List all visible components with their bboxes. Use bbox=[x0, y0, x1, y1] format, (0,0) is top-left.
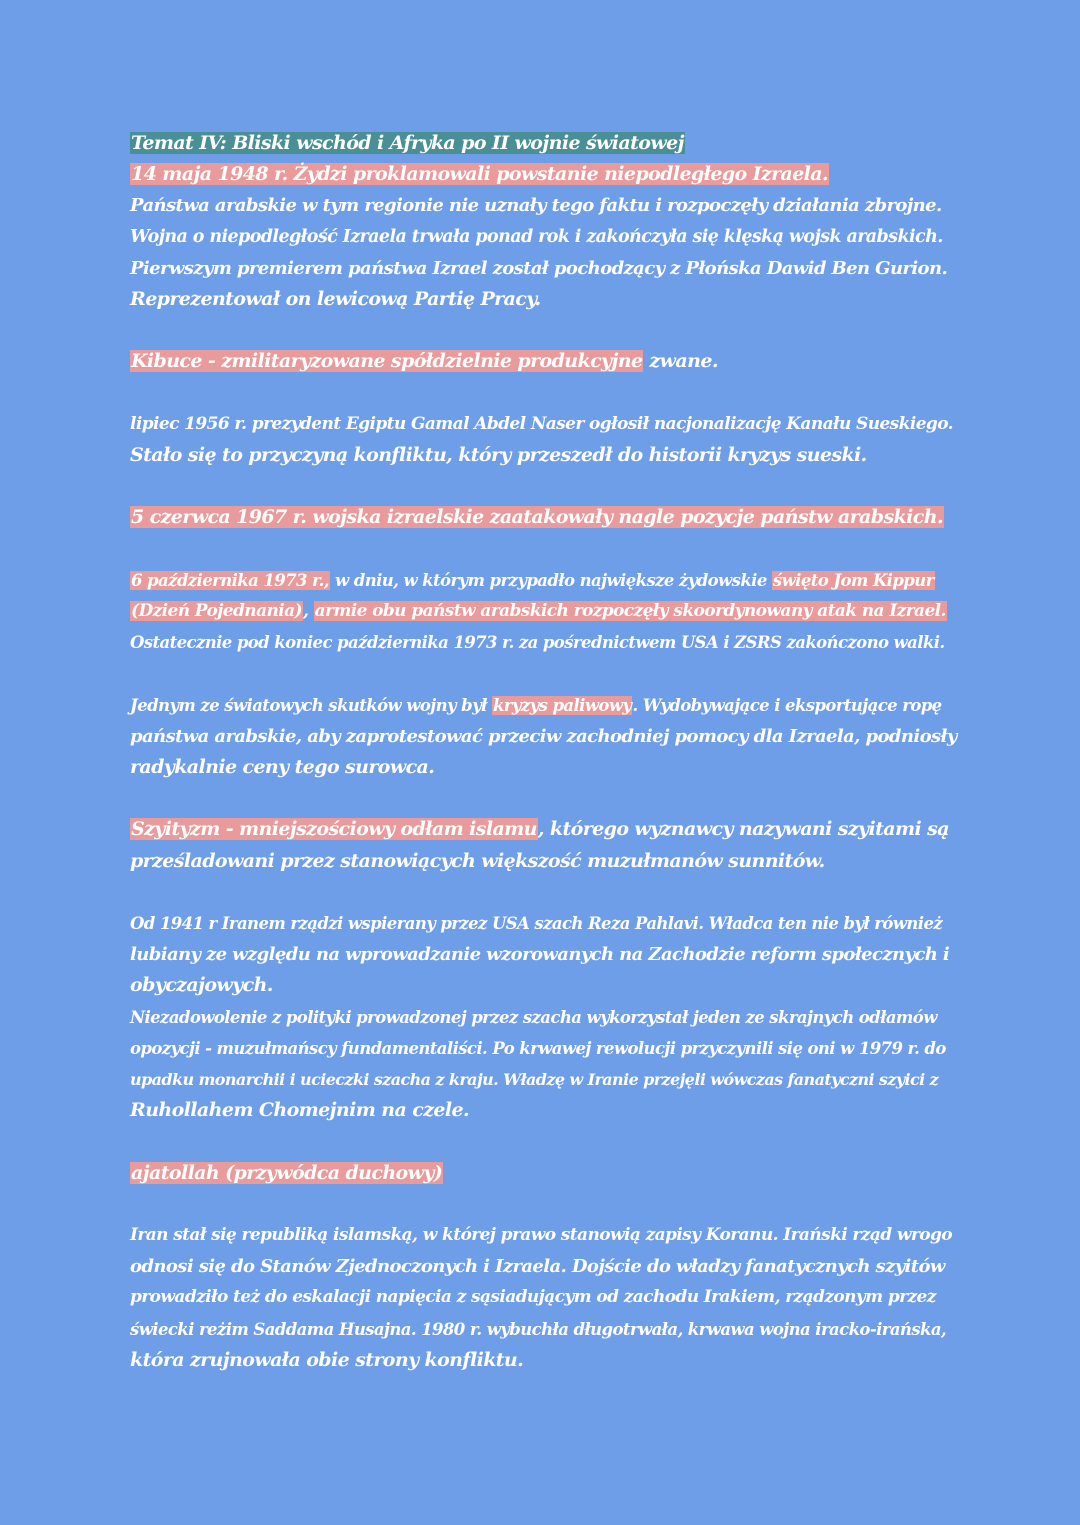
yom-kippur-date-highlight: 6 października 1973 r., bbox=[131, 570, 329, 590]
text-span: w dniu, w którym przypadło największe żydowskie bbox=[329, 570, 772, 590]
text-line: Stało się to przyczyną konfliktu, który przeszedł do historii kryzys sueski. bbox=[130, 444, 867, 466]
text-span: Jednym ze światowych skutków wojny był bbox=[130, 695, 492, 715]
oil-crisis-highlight: kryzys paliwowy bbox=[492, 695, 632, 715]
ayatollah-highlight: ajatollah (przywódca duchowy) bbox=[131, 1161, 443, 1184]
israel-date-line bbox=[130, 159, 960, 190]
yom-kippur-holiday-highlight: święto Jom Kippur bbox=[772, 570, 934, 590]
israel-independence-highlight: 14 maja 1948 r. Żydzi proklamowali powstanie niepodległego Izraela. bbox=[131, 163, 829, 186]
shia-highlight: Szyityzm - mniejszościowy odłam islamu bbox=[131, 818, 537, 841]
text-line: Niezadowolenie z polityki prowadzonej przez szacha wykorzystał jeden ze skrajnych odłamów bbox=[130, 1007, 937, 1027]
text-span: , bbox=[302, 600, 314, 621]
text-line: państwa arabskie, aby zaprotestować przeciw zachodniej pomocy dla Izraela, podniosły bbox=[130, 725, 957, 747]
text-line: odnosi się do Stanów Zjednoczonych i Izraela. Dojście do władzy fanatycznych szyitów bbox=[130, 1256, 945, 1278]
spacer bbox=[130, 783, 960, 814]
spacer bbox=[130, 877, 960, 908]
text-line: Reprezentował on lewicową Partię Pracy. bbox=[130, 288, 541, 311]
text-line: radykalnie ceny tego surowca. bbox=[130, 755, 435, 778]
kibuce-rest: zwane. bbox=[643, 350, 718, 373]
text-line: upadku monarchii i ucieczki szacha z kraju. Władzę w Iranie przejęli wówczas fanatyczni szyici z bbox=[130, 1069, 939, 1089]
coordinated-attack-highlight: armie obu państw arabskich rozpoczęły skoordynowany atak na Izrael. bbox=[314, 600, 946, 621]
text-line: obyczajowych. bbox=[130, 974, 273, 997]
spacer bbox=[130, 534, 960, 565]
text-span: . Wydobywające i eksportujące ropę bbox=[632, 695, 942, 715]
text-line: opozycji - muzułmańscy fundamentaliści. Po krwawej rewolucji przyczynili się oni w 1979 r. do bbox=[130, 1038, 946, 1058]
text-line: Ruhollahem Chomejnim na czele. bbox=[130, 1099, 469, 1122]
spacer bbox=[130, 1189, 960, 1220]
notes-page bbox=[130, 128, 960, 1376]
text-line: prowadziło też do eskalacji napięcia z sąsiadującym od zachodu Irakiem, rządzonym przez bbox=[130, 1287, 936, 1308]
spacer bbox=[130, 658, 960, 689]
text-line: Iran stał się republiką islamską, w której prawo stanowią zapisy Koranu. Irański rząd wrogo bbox=[130, 1224, 953, 1245]
text-line: która zrujnowała obie strony konfliktu. bbox=[130, 1348, 524, 1371]
text-line: prześladowani przez stanowiących większość muzułmanów sunnitów. bbox=[130, 849, 825, 872]
kibuce-line bbox=[130, 346, 960, 377]
kibuce-highlight: Kibuce - zmilitaryzowane spółdzielnie produkcyjne bbox=[131, 350, 643, 373]
text-line: Od 1941 r Iranem rządzi wspierany przez USA szach Reza Pahlavi. Władca ten nie był również bbox=[130, 913, 943, 933]
ayatollah-line bbox=[130, 1158, 960, 1189]
text-line: Pierwszym premierem państwa Izrael został pochodzący z Płońska Dawid Ben Gurion. bbox=[130, 257, 948, 279]
text-line: Ostatecznie pod koniec października 1973 r. za pośrednictwem USA i ZSRS zakończono walki. bbox=[130, 633, 945, 653]
text-span: , którego wyznawcy nazywani szyitami są bbox=[537, 818, 949, 841]
shia-line-1 bbox=[130, 814, 960, 845]
text-line: lipiec 1956 r. prezydent Egiptu Gamal Abdel Naser ogłosił nacjonalizację Kanału Sueskiego. bbox=[130, 413, 953, 434]
day-of-atonement-highlight: (Dzień Pojednania) bbox=[131, 600, 302, 621]
six-day-line bbox=[130, 502, 960, 533]
text-line: Państwa arabskie w tym regionie nie uznały tego faktu i rozpoczęły działania zbrojne. bbox=[130, 195, 942, 217]
spacer bbox=[130, 378, 960, 409]
spacer bbox=[130, 1126, 960, 1157]
spacer bbox=[130, 471, 960, 502]
title-line bbox=[130, 128, 960, 159]
page-title: Temat IV: Bliski wschód i Afryka po II wojnie światowej bbox=[131, 132, 684, 154]
text-line: lubiany ze względu na wprowadzanie wzorowanych na Zachodzie reform społecznych i bbox=[130, 944, 950, 966]
yom-kippur-line-2 bbox=[130, 596, 960, 627]
six-day-war-highlight: 5 czerwca 1967 r. wojska izraelskie zaatakowały nagle pozycje państw arabskich. bbox=[131, 506, 943, 529]
yom-kippur-line-1 bbox=[130, 565, 960, 596]
spacer bbox=[130, 315, 960, 346]
text-line: świecki reżim Saddama Husajna. 1980 r. wybuchła długotrwała, krwawa wojna iracko-irańska, bbox=[130, 1319, 947, 1339]
oil-line-1 bbox=[130, 690, 960, 721]
text-line: Wojna o niepodległość Izraela trwała ponad rok i zakończyła się klęską wojsk arabskich. bbox=[130, 226, 943, 247]
